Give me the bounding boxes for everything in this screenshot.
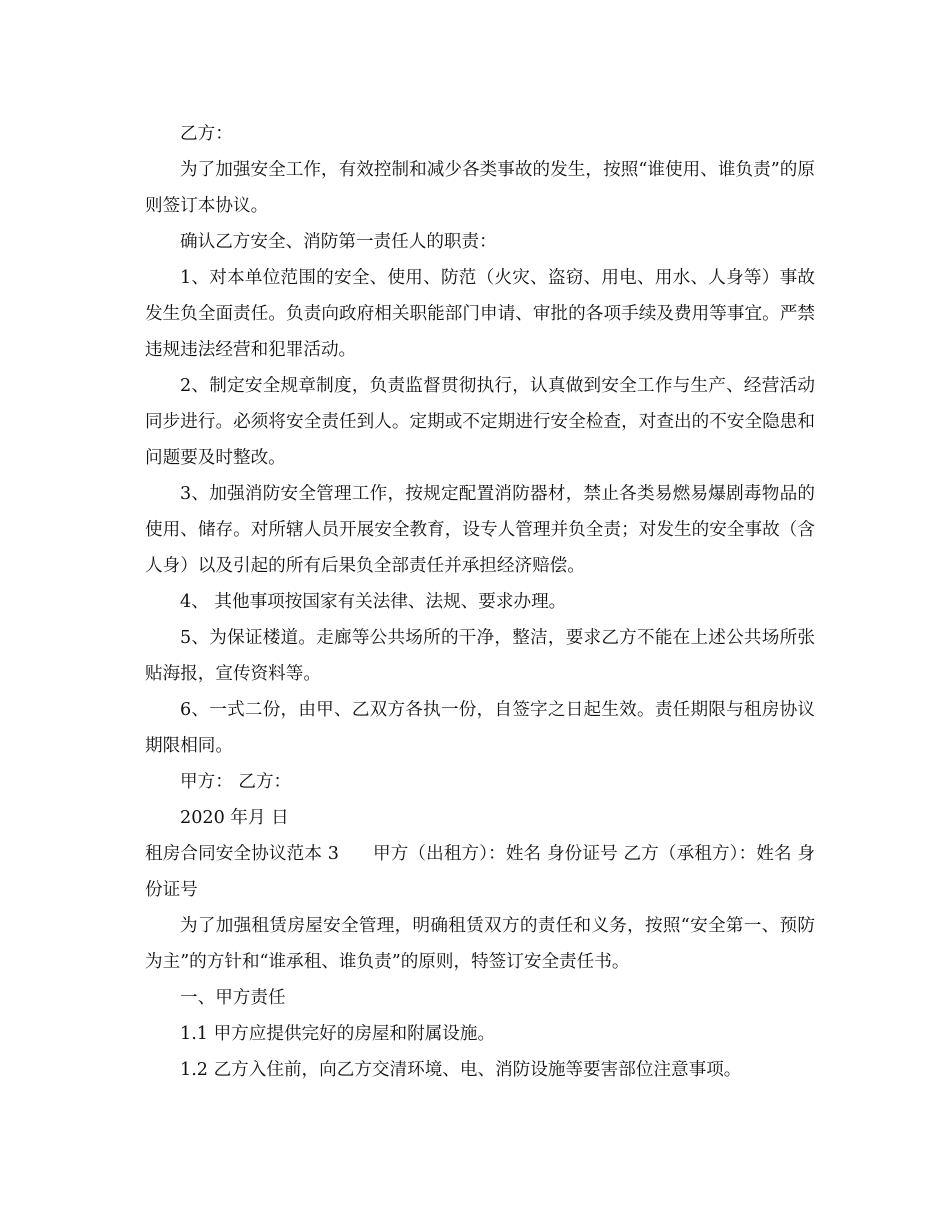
- clause-3: 3、加强消防安全管理工作，按规定配置消防器材，禁止各类易燃易爆剧毒物品的使用、储存。对所辖人员开展安全教育，设专人管理并负全责；对发生的安全事故（含人身）以及引起的所有后果负全部责任并承担经济赔偿。: [145, 484, 815, 576]
- party-b-label: 乙方：: [180, 124, 233, 144]
- agreement-purpose: 为了加强安全工作，有效控制和减少各类事故的发生，按照“谁使用、谁负责”的原则签订本协议。: [145, 160, 815, 216]
- contract-title-line: [145, 836, 815, 908]
- responsibility-intro: 确认乙方安全、消防第一责任人的职责：: [180, 232, 497, 252]
- clause-1-1: 1.1 甲方应提供完好的房屋和附属设施。: [180, 1024, 496, 1044]
- clause-6: 6、一式二份，由甲、乙双方各执一份，自签字之日起生效。责任期限与租房协议期限相同。: [145, 700, 815, 756]
- party-info: 甲方（出租方）：姓名 身份证号 乙方（承租方）：姓名 身份证号: [145, 844, 815, 900]
- date-line: 2020 年月 日: [180, 808, 289, 828]
- document-body: [145, 116, 815, 1088]
- clause-4: 4、 其他事项按国家有关法律、法规、要求办理。: [180, 592, 567, 612]
- section-heading-party-a: 一、甲方责任: [180, 988, 286, 1008]
- clause-5: 5、为保证楼道。走廊等公共场所的干净，整洁，要求乙方不能在上述公共场所张贴海报，宣传资料等。: [145, 628, 815, 684]
- clause-2: 2、制定安全规章制度，负责监督贯彻执行，认真做到安全工作与生产、经营活动同步进行。必须将安全责任到人。定期或不定期进行安全检查，对查出的不安全隐患和问题要及时整改。: [145, 376, 815, 468]
- contract-title: 租房合同安全协议范本 3: [145, 844, 339, 864]
- clause-1-2: 1.2 乙方入住前，向乙方交清环境、电、消防设施等要害部位注意事项。: [180, 1060, 742, 1080]
- clause-1: 1、对本单位范围的安全、使用、防范（火灾、盗窃、用电、用水、人身等）事故发生负全面责任。负责向政府相关职能部门申请、审批的各项手续及费用等事宜。严禁违规违法经营和犯罪活动。: [145, 268, 815, 360]
- signature-line: 甲方： 乙方：: [180, 772, 292, 792]
- lease-purpose: 为了加强租赁房屋安全管理，明确租赁双方的责任和义务，按照“安全第一、预防为主”的方针和“谁承租、谁负责”的原则，特签订安全责任书。: [145, 916, 815, 972]
